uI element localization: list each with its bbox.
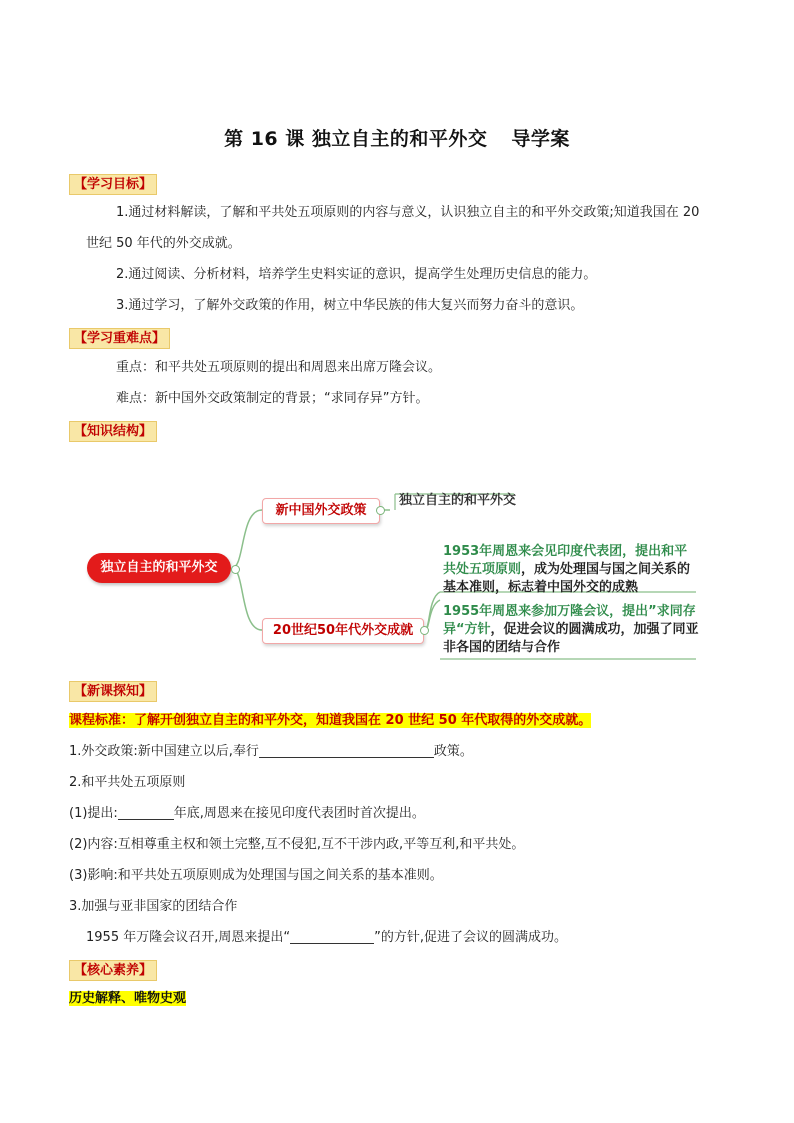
goal-line-1: 1.通过材料解读，了解和平共处五项原则的内容与意义，认识独立自主的和平外交政策;知道我国在 20 (116, 205, 700, 220)
section-tag-goals: 【学习目标】 (69, 174, 157, 195)
mindmap-joint-dot (420, 626, 429, 635)
item-1: 1.外交政策:新中国建立以后,奉行 政策。 (69, 744, 473, 759)
fill-blank-year[interactable] (118, 805, 174, 820)
section-tag-new: 【新课探知】 (69, 681, 157, 702)
course-standard: 课程标准：了解开创独立自主的和平外交，知道我国在 20 世纪 50 年代取得的外交成就。 (69, 713, 592, 728)
mindmap-leaf-1953 (443, 543, 693, 597)
difficult-point: 难点：新中国外交政策制定的背景；“求同存异”方针。 (116, 391, 429, 406)
fill-blank-policy-name[interactable] (290, 929, 374, 944)
key-point: 重点：和平共处五项原则的提出和周恩来出席万隆会议。 (116, 360, 442, 375)
mindmap-leaf-1955 (443, 603, 699, 657)
goal-line-1b: 世纪 50 年代的外交成就。 (86, 236, 241, 251)
mindmap-branch-policy: 新中国外交政策 (262, 498, 380, 524)
page-title (0, 124, 794, 151)
item-2-3: (3)影响:和平共处五项原则成为处理国与国之间关系的基本准则。 (69, 868, 443, 883)
goal-line-3: 3.通过学习，了解外交政策的作用，树立中华民族的伟大复兴而努力奋斗的意识。 (116, 298, 584, 313)
core-literacy: 历史解释、唯物史观 (69, 991, 187, 1006)
item-2: 2.和平共处五项原则 (69, 775, 186, 790)
item-3-1: 1955 年万隆会议召开,周恩来提出“ ”的方针,促进了会议的圆满成功。 (86, 930, 567, 945)
title-sub: 导学案 (511, 128, 570, 150)
item-2-2: (2)内容:互相尊重主权和领土完整,互不侵犯,互不干涉内政,平等互利,和平共处。 (69, 837, 525, 852)
fill-blank-policy[interactable] (259, 743, 434, 758)
item-2-1: (1)提出: 年底,周恩来在接见印度代表团时首次提出。 (69, 806, 425, 821)
mindmap-leaf-policy: 独立自主的和平外交 (399, 493, 517, 508)
leaf-1955-highlight: 1955年周恩来参加万隆会议，提出”求同存异“方针 (443, 604, 696, 637)
section-tag-key: 【学习重难点】 (69, 328, 170, 349)
section-tag-structure: 【知识结构】 (69, 421, 157, 442)
mindmap-joint-dot (376, 506, 385, 515)
section-tag-core: 【核心素养】 (69, 960, 157, 981)
title-main: 第 16 课 独立自主的和平外交 (224, 128, 488, 150)
mindmap-branch-achievements: 20世纪50年代外交成就 (262, 618, 424, 644)
mindmap-joint-dot (231, 565, 240, 574)
leaf-1953-highlight: 1953年周恩来会见印度代表团，提出和平共处五项原则 (443, 544, 688, 577)
item-3: 3.加强与亚非国家的团结合作 (69, 899, 238, 914)
leaf-1953-text: ，成为处理国与国之间关系的基本准则，标志着中国外交的成熟 (443, 562, 691, 595)
mindmap-center-node: 独立自主的和平外交 (87, 553, 231, 583)
leaf-1955-text: ，促进会议的圆满成功，加强了同亚非各国的团结与合作 (443, 622, 699, 655)
goal-line-2: 2.通过阅读、分析材料，培养学生史料实证的意识，提高学生处理历史信息的能力。 (116, 267, 597, 282)
